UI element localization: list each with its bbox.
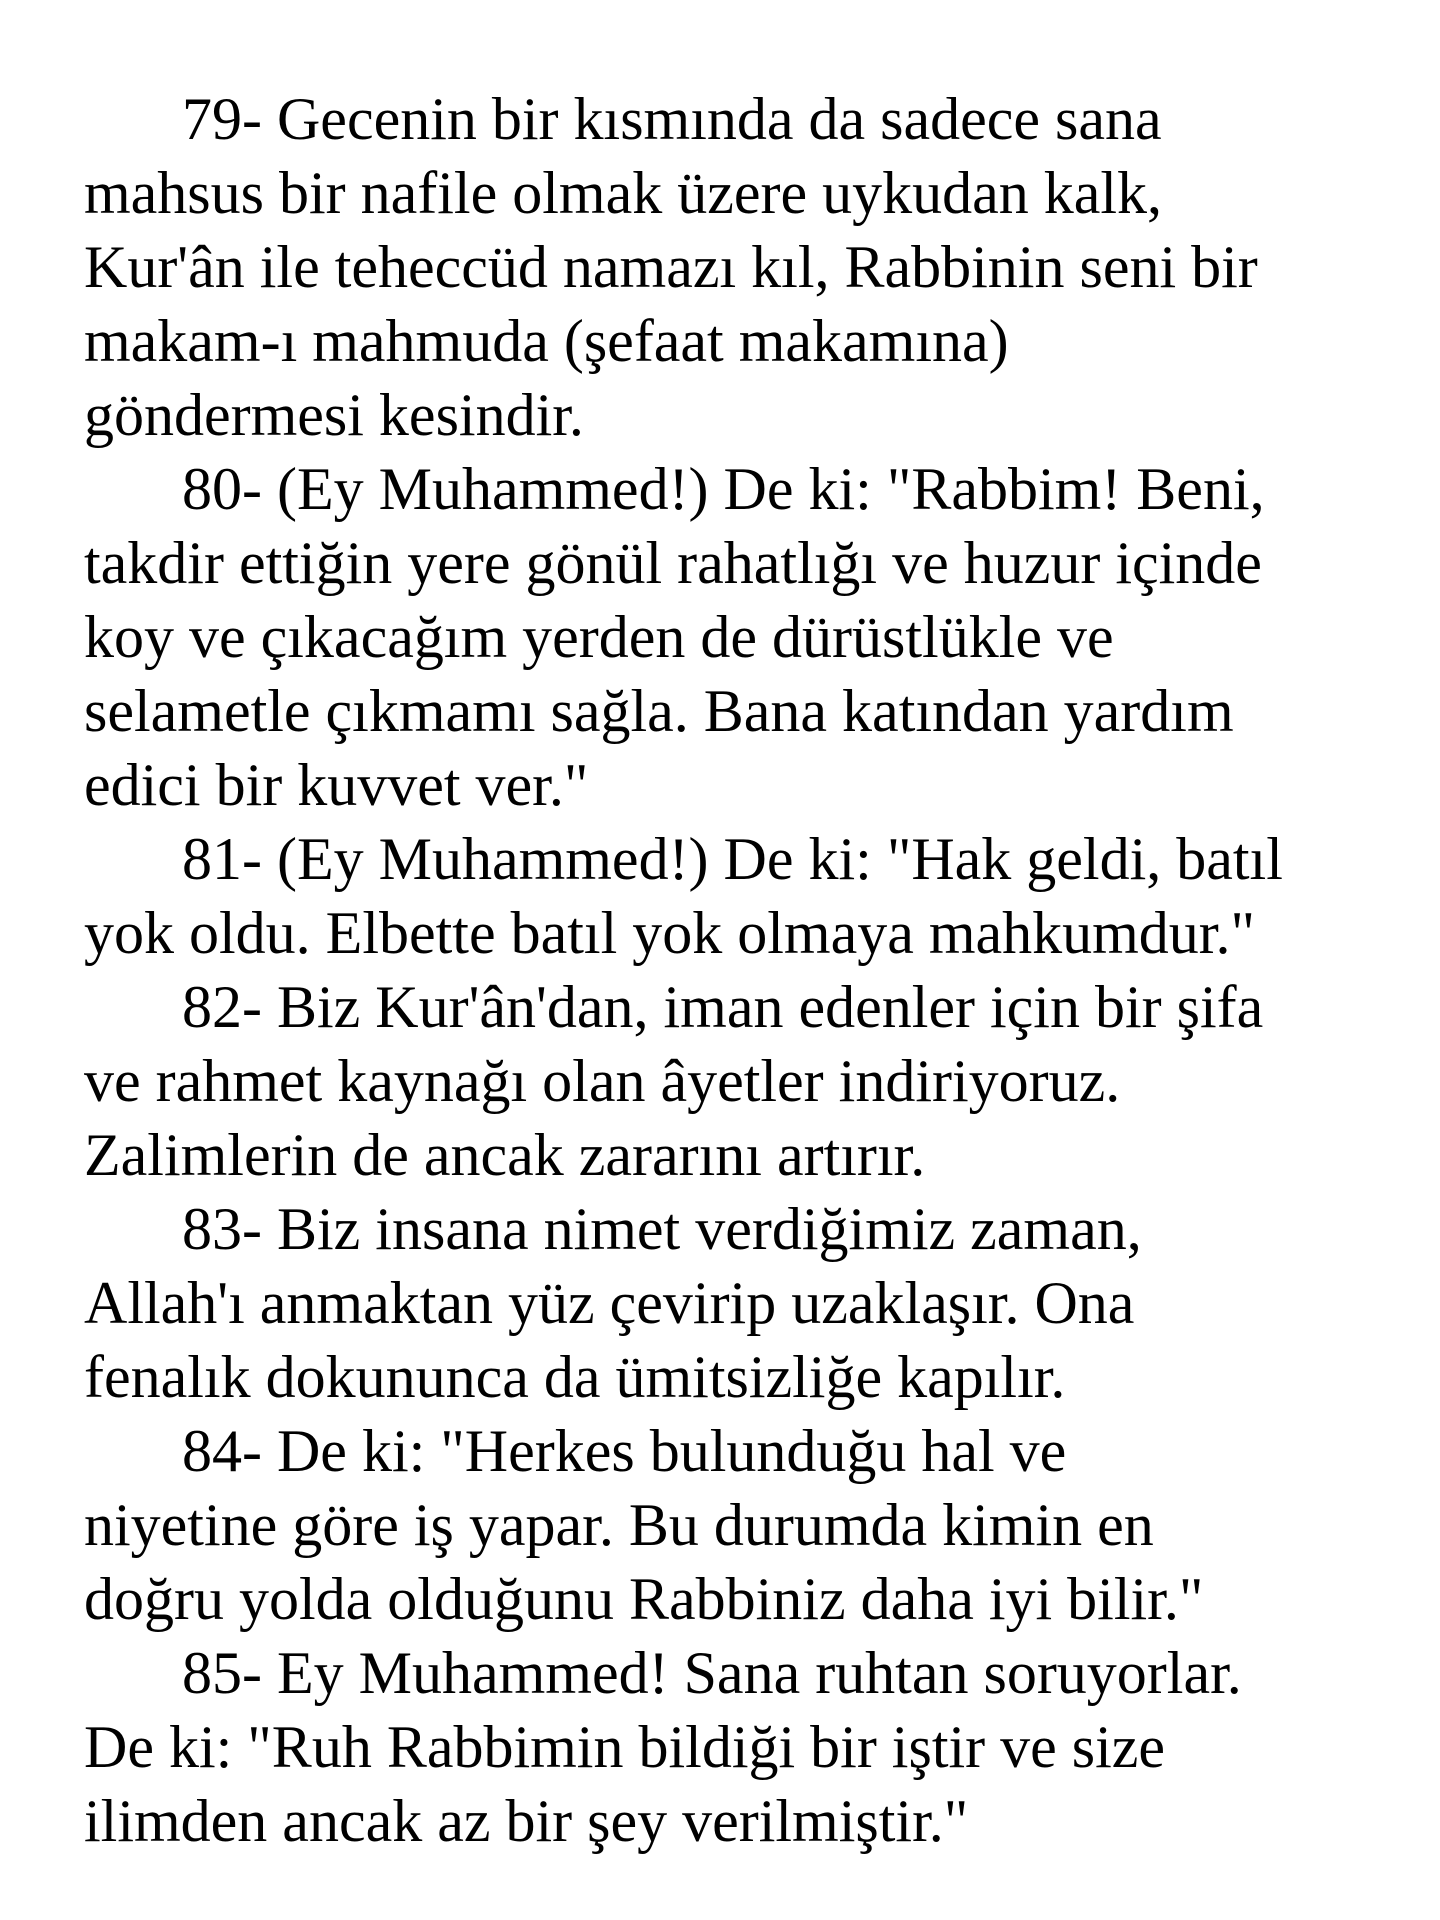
verse-80 [84, 452, 1414, 822]
verse-line: 85- Ey Muhammed! Sana ruhtan soruyorlar. [182, 1640, 1242, 1706]
verse-84 [84, 1414, 1414, 1636]
verse-85 [84, 1636, 1414, 1858]
verse-line: 84- De ki: "Herkes bulunduğu hal ve [182, 1418, 1067, 1484]
verse-line: De ki: "Ruh Rabbimin bildiği bir iştir ve size [84, 1714, 1166, 1780]
verse-line: doğru yolda olduğunu Rabbiniz daha iyi bilir." [84, 1566, 1204, 1632]
verse-line: 81- (Ey Muhammed!) De ki: "Hak geldi, batıl [182, 826, 1283, 892]
verse-82 [84, 970, 1414, 1192]
verse-line: niyetine göre iş yapar. Bu durumda kimin en [84, 1492, 1154, 1558]
verse-line: fenalık dokununca da ümitsizliğe kapılır. [84, 1344, 1066, 1410]
verse-line: mahsus bir nafile olmak üzere uykudan kalk, [84, 160, 1163, 226]
verse-line: yok oldu. Elbette batıl yok olmaya mahkumdur." [84, 900, 1255, 966]
verse-line: edici bir kuvvet ver." [84, 752, 589, 818]
verse-79 [84, 82, 1414, 452]
verse-81 [84, 822, 1414, 970]
document-page [84, 82, 1414, 1858]
verse-line: ilimden ancak az bir şey verilmiştir." [84, 1788, 969, 1854]
verse-line: 79- Gecenin bir kısmında da sadece sana [182, 86, 1162, 152]
verse-line: Zalimlerin de ancak zararını artırır. [84, 1122, 926, 1188]
verse-line: makam-ı mahmuda (şefaat makamına) [84, 308, 1009, 374]
verse-line: Allah'ı anmaktan yüz çevirip uzaklaşır. Ona [84, 1270, 1135, 1336]
verse-line: Kur'ân ile teheccüd namazı kıl, Rabbinin seni bir [84, 234, 1258, 300]
verse-line: ve rahmet kaynağı olan âyetler indiriyoruz. [84, 1048, 1121, 1114]
verse-line: koy ve çıkacağım yerden de dürüstlükle ve [84, 604, 1114, 670]
verse-line: göndermesi kesindir. [84, 382, 584, 448]
verse-line: 80- (Ey Muhammed!) De ki: "Rabbim! Beni, [182, 456, 1265, 522]
verse-line: takdir ettiğin yere gönül rahatlığı ve huzur içinde [84, 530, 1262, 596]
verse-line: 83- Biz insana nimet verdiğimiz zaman, [182, 1196, 1142, 1262]
verse-line: selametle çıkmamı sağla. Bana katından yardım [84, 678, 1234, 744]
verse-83 [84, 1192, 1414, 1414]
verse-line: 82- Biz Kur'ân'dan, iman edenler için bir şifa [182, 974, 1264, 1040]
